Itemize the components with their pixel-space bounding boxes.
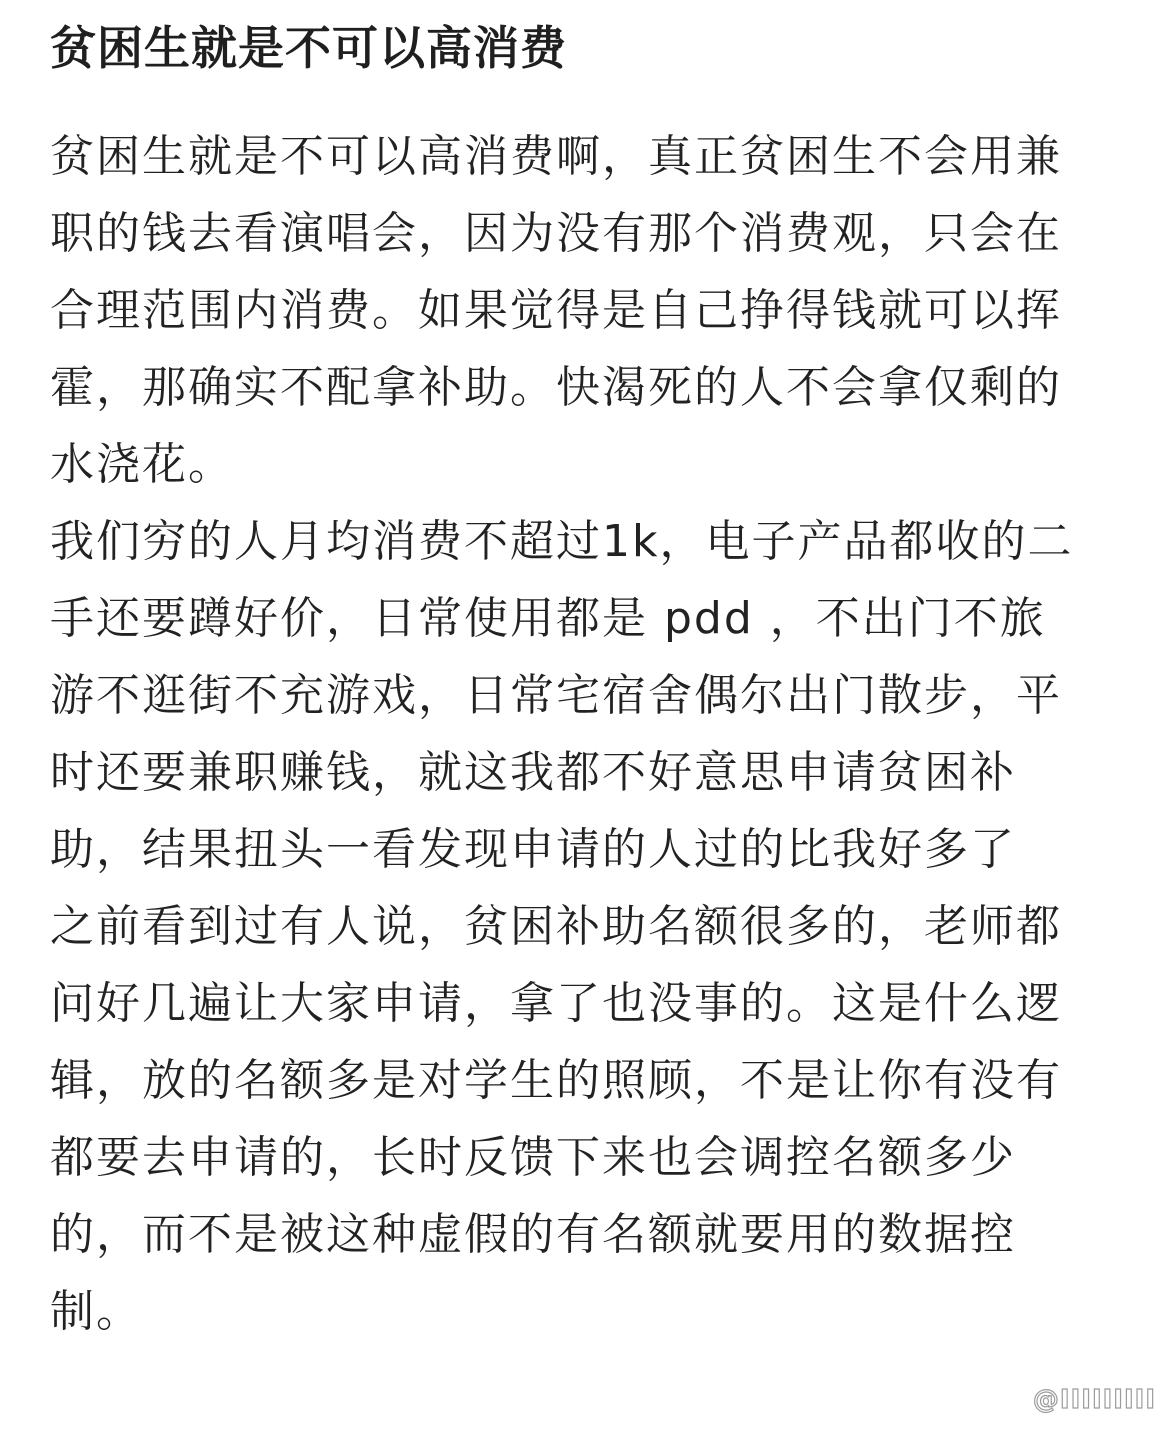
watermark: @IIIIIIIII [1032, 1385, 1156, 1415]
post-paragraph-2: 我们穷的人月均消费不超过1k，电子产品都收的二手还要蹲好价，日常使用都是 pdd ，不出门不旅游不逛街不充游戏，日常宅宿舍偶尔出门散步，平时还要兼职赚钱，就这我都不好意思申请贫困补助，结果扭头一看发现申请的人过的比我好多了 [50, 516, 1074, 875]
post-paragraph-1: 贫困生就是不可以高消费啊，真正贫困生不会用兼职的钱去看演唱会，因为没有那个消费观，只会在合理范围内消费。如果觉得是自己挣得钱就可以挥霍，那确实不配拿补助。快渴死的人不会拿仅剩的水浇花。 [50, 131, 1062, 490]
post-title: 贫困生就是不可以高消费 [50, 21, 567, 75]
post-body [50, 118, 1090, 1350]
post [50, 0, 1090, 1350]
post-paragraph-3: 之前看到过有人说，贫困补助名额很多的，老师都问好几遍让大家申请，拿了也没事的。这是什么逻辑，放的名额多是对学生的照顾，不是让你有没有都要去申请的，长时反馈下来也会调控名额多少的，而不是被这种虚假的有名额就要用的数据控制。 [50, 901, 1062, 1337]
